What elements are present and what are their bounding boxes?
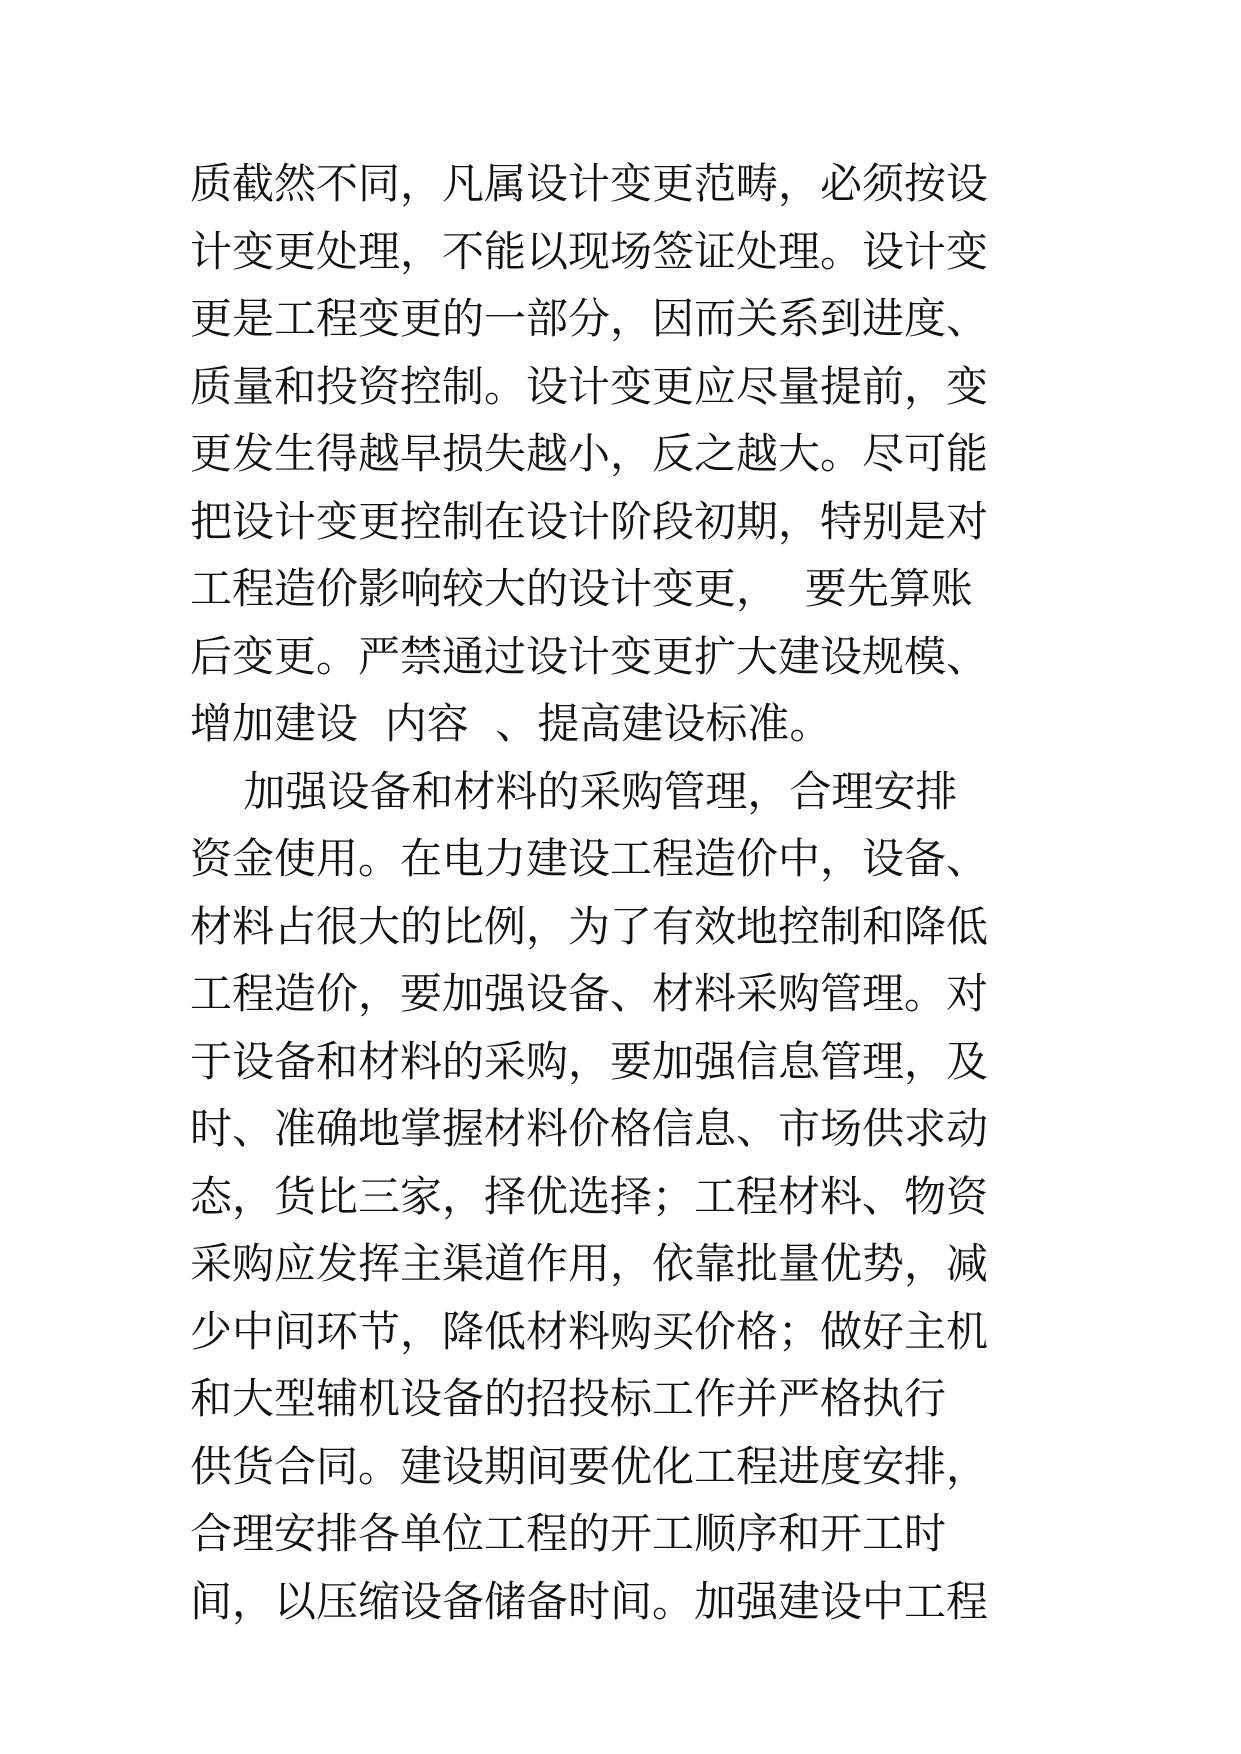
- text-line: 增加建设 内容 、提高建设标准。: [190, 699, 832, 748]
- body-text: [190, 150, 1090, 1635]
- text-line: 工程造价影响较大的设计变更， 要先算账: [190, 564, 973, 613]
- text-line: 少中间环节，降低材料购买价格；做好主机: [190, 1306, 989, 1356]
- text-line: 时、准确地掌握材料价格信息、市场供求动: [190, 1104, 989, 1153]
- text-line: 加强设备和材料的采购管理，合理安排: [190, 766, 958, 816]
- text-line: 更是工程变更的一部分，因而关系到进度、: [190, 294, 989, 343]
- text-line: 工程造价，要加强设备、材料采购管理。对: [190, 969, 989, 1018]
- text-line: 于设备和材料的采购，要加强信息管理，及: [190, 1036, 989, 1086]
- text-line: 质截然不同，凡属设计变更范畴，必须按设: [190, 159, 989, 208]
- text-line: 质量和投资控制。设计变更应尽量提前，变: [190, 361, 989, 411]
- text-line: 态，货比三家，择优选择；工程材料、物资: [190, 1171, 989, 1221]
- text-line: 和大型辅机设备的招投标工作并严格执行: [190, 1374, 947, 1423]
- text-line: 计变更处理，不能以现场签证处理。设计变: [190, 226, 989, 276]
- text-line: 材料占很大的比例，为了有效地控制和降低: [190, 901, 989, 951]
- text-line: 采购应发挥主渠道作用，依靠批量优势，减: [190, 1239, 989, 1288]
- text-line: 合理安排各单位工程的开工顺序和开工时: [190, 1509, 947, 1558]
- text-line: 资金使用。在电力建设工程造价中，设备、: [190, 834, 989, 883]
- text-line: 间，以压缩设备储备时间。加强建设中工程: [190, 1576, 989, 1626]
- text-line: 供货合同。建设期间要优化工程进度安排，: [190, 1441, 989, 1491]
- text-line: 把设计变更控制在设计阶段初期，特别是对: [190, 496, 989, 546]
- text-line: 更发生得越早损失越小，反之越大。尽可能: [190, 429, 989, 478]
- text-line: 后变更。严禁通过设计变更扩大建设规模、: [190, 631, 989, 681]
